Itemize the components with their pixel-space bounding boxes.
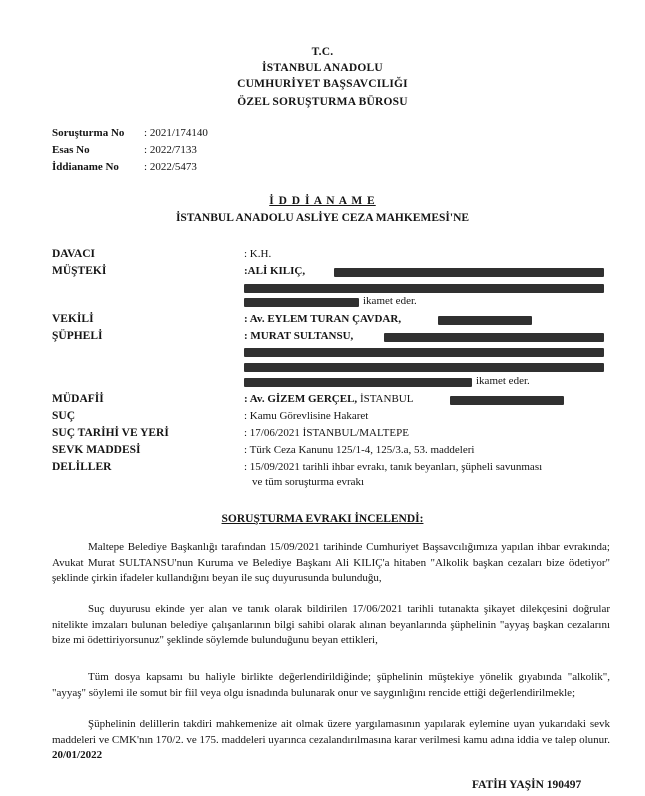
redaction-bar bbox=[244, 284, 604, 293]
ref-value: 2021/174140 bbox=[149, 127, 208, 139]
label-mudafii: MÜDAFİİ bbox=[52, 393, 104, 405]
ref-sep: : bbox=[144, 161, 148, 173]
value-vekili: : Av. EYLEM TURAN ÇAVDAR, bbox=[244, 313, 402, 325]
header-tc: T.C. bbox=[311, 46, 334, 58]
value-deliller-1: : 15/09/2021 tarihli ihbar evrakı, tanık beyanları, şüpheli savunması bbox=[244, 461, 543, 473]
final-date: 20/01/2022 bbox=[52, 749, 103, 761]
redaction-bar bbox=[244, 363, 604, 372]
paragraph-3: Tüm dosya kapsamı bu haliyle birlikte değerlendirildiğinde; şüphelinin müştekiye yönelik gıyabında "alkolik", "ayyaş" söylemi ile somut bir fiil veya olgu isnadında bulunarak onur ve saygınlığını rencide ettiği değerlendirilmekle; bbox=[52, 671, 610, 699]
paragraph-1: Maltepe Belediye Başkanlığı tarafından 15/09/2021 tarihinde Cumhuriyet Başsavcılığımıza yapılan ihbar evrakında; Avukat Murat SULTANSU'nun Kuruma ve Belediye Başkanı Ali KILIÇ'a hitaben "Alkolik başkan cezaları bize ödetiyor" şeklinde çirkin ifadeler kullandığını beyan ile suç duyurusunda bulunduğu, bbox=[52, 541, 610, 584]
section-title: SORUŞTURMA EVRAKI İNCELENDİ: bbox=[221, 513, 424, 525]
value-deliller-2: ve tüm soruşturma evrakı bbox=[252, 476, 365, 488]
label-sevk: SEVK MADDESİ bbox=[52, 444, 141, 456]
ref-sep: : bbox=[144, 127, 148, 139]
ref-label: Soruşturma No bbox=[52, 127, 125, 139]
ref-indictment-no bbox=[52, 161, 197, 173]
value-sevk: : Türk Ceza Kanunu 125/1-4, 125/3.a, 53. maddeleri bbox=[244, 444, 475, 456]
redaction-bar bbox=[244, 348, 604, 357]
ref-investigation-no bbox=[52, 127, 208, 139]
label-deliller: DELİLLER bbox=[52, 461, 112, 473]
supheli-tail: ikamet eder. bbox=[476, 375, 530, 387]
redaction-bar bbox=[244, 378, 472, 387]
paragraph-4 bbox=[52, 717, 610, 764]
mudafii-city: İSTANBUL bbox=[359, 393, 414, 405]
label-suc: SUÇ bbox=[52, 410, 76, 422]
value-suc: : Kamu Görevlisine Hakaret bbox=[244, 410, 369, 422]
redaction-bar bbox=[450, 396, 564, 405]
label-supheli: ŞÜPHELİ bbox=[52, 330, 103, 342]
header-bureau: ÖZEL SORUŞTURMA BÜROSU bbox=[237, 96, 408, 108]
ref-value: 2022/7133 bbox=[149, 144, 197, 156]
musteki-tail: ikamet eder. bbox=[363, 295, 417, 307]
document-title: İ D D İ A N A M E bbox=[269, 195, 376, 207]
ref-value: 2022/5473 bbox=[149, 161, 197, 173]
value-suc-tarihi: : 17/06/2021 İSTANBUL/MALTEPE bbox=[244, 427, 409, 439]
value-musteki bbox=[244, 265, 305, 277]
court-name: İSTANBUL ANADOLU ASLİYE CEZA MAHKEMESİ'NE bbox=[175, 212, 470, 224]
redaction-bar bbox=[244, 298, 359, 307]
ref-case-no bbox=[52, 144, 197, 156]
musteki-name: :ALİ KILIÇ, bbox=[244, 265, 306, 277]
paragraph-4-text: Şüphelinin delillerin takdiri mahkemenize ait olmak üzere yargılamasının yapılarak eylemine uyan yukarıdaki sevk maddeleri ve CMK'nın 170/2. ve 175. maddeleri uyarınca cezalandırılmasına karar verilmesi kamu adına iddia ve talep olunur. bbox=[52, 718, 610, 746]
prosecutor-signature: FATİH YAŞİN 190497 bbox=[472, 779, 582, 791]
ref-label: Esas No bbox=[52, 144, 90, 156]
header-office-city: İSTANBUL ANADOLU bbox=[262, 62, 383, 74]
paragraph-2: Suç duyurusu ekinde yer alan ve tanık olarak bildirilen 17/06/2021 tarihli tutanakta şikayet dilekçesini doğrular nitelikte imzaları bulunan belediye çalışanlarının bilgi sahibi olarak alınan beyanlarında şüphelinin "ayyaş başkan cezalarını bize mi ödettiriyorsunuz" şeklinde söylemde bulunduğunu beyan ettikleri, bbox=[52, 603, 610, 646]
redaction-bar bbox=[384, 333, 604, 342]
value-supheli: : MURAT SULTANSU, bbox=[244, 330, 354, 342]
value-davaci: : K.H. bbox=[244, 248, 272, 260]
value-mudafii bbox=[244, 393, 413, 405]
redaction-bar bbox=[438, 316, 532, 325]
label-davaci: DAVACI bbox=[52, 248, 96, 260]
redaction-bar bbox=[334, 268, 604, 277]
mudafii-name: : Av. GİZEM GERÇEL, bbox=[244, 393, 358, 405]
ref-sep: : bbox=[144, 144, 148, 156]
ref-label: İddianame No bbox=[52, 161, 119, 173]
label-musteki: MÜŞTEKİ bbox=[52, 265, 107, 277]
label-vekili: VEKİLİ bbox=[52, 313, 94, 325]
header-office: CUMHURİYET BAŞSAVCILIĞI bbox=[237, 78, 408, 90]
label-suc-tarihi: SUÇ TARİHİ VE YERİ bbox=[52, 427, 169, 439]
